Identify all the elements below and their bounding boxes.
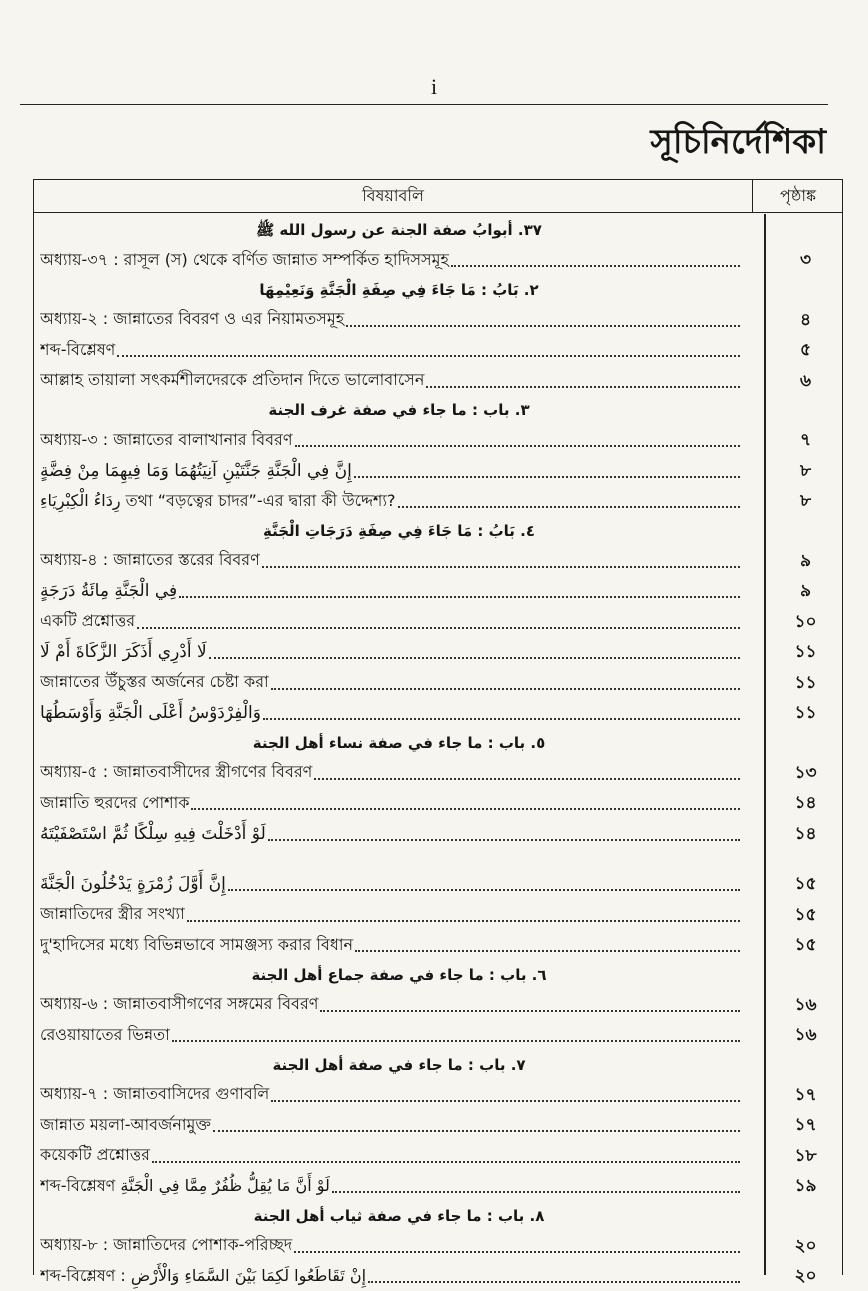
toc-entry[interactable]: [34, 425, 842, 455]
dot-leader: [398, 506, 740, 508]
toc-entry-page: ৯: [799, 550, 812, 571]
toc-entry[interactable]: [34, 758, 842, 788]
toc-entry-title: إِنَّ أَوَّلَ زُمْرَةٍ يَدْخُلُونَ الْجَنَّةَ: [40, 874, 226, 894]
toc-entry[interactable]: [34, 819, 842, 849]
dot-leader: [137, 627, 740, 629]
toc-entry-title: একটি প্রশ্নোত্তর: [40, 611, 136, 630]
toc-entry-title: জান্নাতিদের স্ত্রীর সংখ্যা: [40, 904, 185, 923]
dot-leader: [271, 1100, 740, 1102]
toc-entry[interactable]: [34, 698, 842, 728]
toc-entry[interactable]: [34, 1231, 842, 1261]
toc-entry-title: অধ্যায়-৪ : জান্নাতের স্তরের বিবরণ: [40, 550, 260, 569]
dot-leader: [271, 688, 740, 690]
page-title: সূচিনির্দেশিকা: [650, 122, 826, 162]
toc-entry[interactable]: [34, 668, 842, 698]
toc-entry-title: জান্নাত ময়লা-আবর্জনামুক্ত: [40, 1114, 211, 1134]
toc-entry-page: ১১: [794, 642, 817, 662]
toc-entry-page: ৪: [799, 309, 812, 330]
toc-entry-page: ১৫: [794, 904, 817, 925]
dot-leader: [354, 476, 740, 478]
toc-entry-page: ৫: [799, 340, 812, 360]
toc-entry[interactable]: [34, 245, 842, 275]
toc-entry-page: ৯: [799, 581, 812, 601]
toc-entry-page: ১৫: [794, 874, 817, 894]
toc-entry-title: শব্দ-বিশ্লেষণ لَوْ أَنَّ مَا يُقِلُّ ظُفُرٌ مِمَّا فِي الْجَنَّةِ: [40, 1175, 330, 1195]
dot-leader: [172, 1040, 740, 1042]
section-heading: ٢. بَابُ : مَا جَاءَ فِي صِفَةِ الْجَنَّةِ وَنَعِيْمِهَا: [259, 280, 539, 299]
page-number: i: [430, 74, 438, 99]
toc-entry-page: ৭: [799, 430, 812, 450]
dot-leader: [191, 808, 740, 810]
toc-entry-page: ১৮: [794, 1145, 817, 1166]
toc-entry-title: অধ্যায়-৩ : জান্নাতের বালাখানার বিবরণ: [40, 429, 293, 449]
toc-entry-page: ১৩: [794, 762, 817, 783]
toc-entry[interactable]: [34, 366, 842, 396]
toc-entry-title: অধ্যায়-৭ : জান্নাতবাসিদের গুণাবলি: [40, 1084, 270, 1103]
toc-entry[interactable]: [34, 456, 842, 486]
toc-entry-page: ১৫: [794, 935, 817, 955]
section-heading: ٨. باب : ما جاء في صفة ثياب أهل الجنة: [253, 1206, 545, 1225]
toc-entry-title: لَا أَدْرِي أَذَكَرَ الزَّكَاةَ أَمْ لَا: [40, 642, 207, 662]
header-rule: [20, 104, 828, 105]
toc-entry-title: দু'হাদিসের মধ্যে বিভিন্নভাবে সামঞ্জস্য করার বিধান: [40, 934, 354, 954]
toc-entry[interactable]: [34, 1110, 842, 1140]
toc-entry-title: আল্লাহ তায়ালা সৎকর্মশীলদেরকে প্রতিদান দিতে ভালোবাসেন: [40, 370, 425, 389]
toc-entry-title: শব্দ-বিশ্লেষণ: [40, 339, 116, 359]
toc-entry-page: ১৪: [794, 793, 817, 813]
toc-entry-page: ১৬: [794, 1025, 817, 1045]
toc-entry[interactable]: [34, 1080, 842, 1110]
toc-entry-page: ১৪: [794, 823, 817, 844]
dot-leader: [228, 889, 740, 891]
toc-entry[interactable]: [34, 1261, 842, 1291]
dot-leader: [152, 1161, 740, 1163]
section-heading: ٤. بَابُ : مَا جَاءَ فِي صِفَةِ دَرَجَاتِ الْجَنَّةِ: [262, 521, 536, 540]
dot-leader: [320, 1010, 740, 1012]
toc-entry-title: فِي الْجَنَّةِ مِائَةُ دَرَجَةٍ: [40, 581, 178, 601]
toc-entry-title: অধ্যায়-৩৭ : রাসূল (স) থেকে বর্ণিত জান্নাত সম্পর্কিত হাদিসসমূহ: [40, 249, 449, 269]
toc-entry[interactable]: [34, 637, 842, 667]
toc-entry-title: রেওয়ায়াতের ভিন্নতা: [40, 1024, 170, 1044]
dot-leader: [209, 657, 740, 659]
toc-entry-title: إِنَّ فِي الْجَنَّةِ جَنَّتَيْنِ آنِيَتُهُمَا وَمَا فِيهِمَا مِنْ فِضَّةٍ: [40, 460, 352, 481]
toc-entry-page: ৬: [799, 370, 812, 391]
toc-entry-title: জান্নাতি হুরদের পোশাক: [40, 792, 190, 812]
dot-leader: [295, 445, 740, 447]
toc-entry-page: ১১: [794, 703, 817, 723]
column-header-page: পৃষ্ঠাঙ্ক: [780, 186, 816, 205]
toc-entry-title: অধ্যায়-২ : জান্নাতের বিবরণ ও এর নিয়ামতসমূহ: [40, 309, 345, 328]
dot-leader: [268, 839, 740, 841]
dot-leader: [117, 355, 740, 357]
toc-entry[interactable]: [34, 990, 842, 1020]
toc-entry[interactable]: [34, 546, 842, 576]
dot-leader: [346, 325, 740, 327]
toc-entry-page: ১৭: [794, 1115, 817, 1135]
toc-entry-title: জান্নাতের উঁচুস্তর অর্জনের চেষ্টা করা: [40, 672, 269, 691]
toc-entry-title: لَوْ أَدْخَلْتَ فِيهِ سِلْكًا ثُمَّ اسْتَصْفَيْتَهُ: [40, 823, 266, 844]
toc-entry-page: ১৭: [794, 1084, 817, 1105]
dot-leader: [368, 1281, 740, 1283]
toc-entry-title: শব্দ-বিশ্লেষণ : إِنْ تَقَاطَعُوا لَكِمَا بَيْنَ السَّمَاءِ وَالْأَرْضِ: [40, 1265, 367, 1285]
table-header: [34, 180, 842, 213]
dot-leader: [294, 1251, 740, 1253]
dot-leader: [314, 778, 740, 780]
toc-entry-page: ১৯: [794, 1176, 817, 1196]
toc-entry[interactable]: [34, 900, 842, 930]
toc-entry[interactable]: [34, 930, 842, 960]
toc-entry[interactable]: [34, 607, 842, 637]
toc-entry[interactable]: [34, 1141, 842, 1171]
dot-leader: [355, 950, 740, 952]
section-heading: ٣٧. أبوابُ صفة الجنة عن رسول الله ﷺ: [256, 221, 542, 239]
dot-leader: [262, 566, 740, 568]
toc-entry-title: অধ্যায়-৮ : জান্নাতিদের পোশাক-পরিচ্ছদ: [40, 1235, 293, 1254]
dot-leader: [426, 386, 740, 388]
toc-entry-page: ৩: [799, 250, 812, 270]
toc-entry-title: অধ্যায়-৬ : জান্নাতবাসীগণের সঙ্গমের বিবরণ: [40, 994, 319, 1013]
contents-table: [33, 179, 843, 1286]
section-heading: ٧. باب : ما جاء في صفة أهل الجنة: [272, 1055, 526, 1074]
toc-entry[interactable]: [34, 788, 842, 818]
dot-leader: [263, 718, 740, 720]
toc-entry[interactable]: [34, 335, 842, 365]
toc-entry-title: وَالْفِرْدَوْسُ أَعْلَى الْجَنَّةِ وَأَوْسَطُهَا: [40, 703, 261, 723]
dot-leader: [179, 596, 740, 598]
section-heading: ٣. باب : ما جاء في صفة غرف الجنة: [268, 401, 530, 419]
toc-entry-page: ৮: [799, 491, 812, 511]
toc-entry-title: কয়েকটি প্রশ্নোত্তর: [40, 1145, 150, 1164]
section-heading: ٦. باب : ما جاء في صفة جماع أهل الجنة: [251, 965, 547, 984]
toc-entry[interactable]: [34, 869, 842, 899]
toc-entry[interactable]: [34, 576, 842, 606]
toc-entry-page: ১১: [794, 672, 817, 693]
toc-entry[interactable]: [34, 305, 842, 335]
dot-leader: [213, 1130, 740, 1132]
dot-leader: [451, 265, 740, 267]
toc-entry-page: ২০: [794, 1266, 817, 1286]
column-header-topics: বিষয়াবলি: [34, 180, 753, 212]
toc-entry-page: ৮: [799, 460, 812, 481]
toc-entry-page: ১৬: [794, 994, 817, 1015]
toc-entry[interactable]: [34, 486, 842, 516]
toc-entry[interactable]: [34, 1020, 842, 1050]
section-heading: ٥. باب : ما جاء في صفة نساء أهل الجنة: [252, 733, 546, 752]
toc-entry-page: ২০: [794, 1235, 817, 1256]
dot-leader: [332, 1191, 740, 1193]
toc-entry[interactable]: [34, 1171, 842, 1201]
toc-entry-page: ১০: [794, 611, 817, 632]
dot-leader: [187, 920, 740, 922]
toc-entry-title: رِدَاءُ الْكِبْرِيَاءِ তথা “বড়ত্বের চাদর”-এর দ্বারা কী উদ্দেশ্য?: [40, 490, 396, 510]
toc-entry-title: অধ্যায়-৫ : জান্নাতবাসীদের স্ত্রীগণের বিবরণ: [40, 762, 313, 781]
